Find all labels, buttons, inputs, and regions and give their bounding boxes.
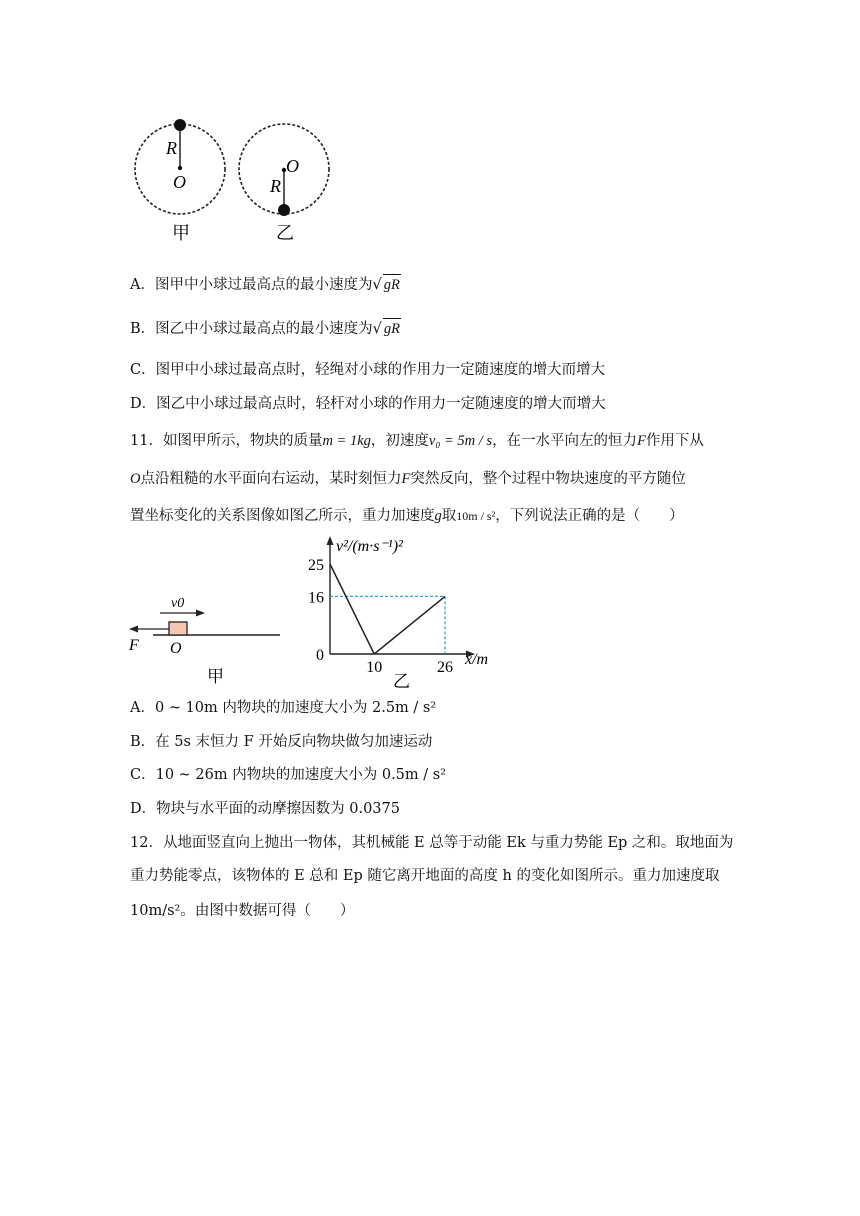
q11-text: 取 (441, 508, 457, 524)
caption-yi: 乙 (276, 223, 294, 243)
sqrt-expression: √ gR (372, 274, 400, 295)
ball-bottom (278, 204, 290, 216)
sqrt-radicand: gR (383, 274, 401, 295)
gravity-symbol: g (434, 508, 442, 524)
y-tick-label: 16 (308, 589, 324, 607)
option-letter: C． (130, 362, 156, 378)
mass-value: m = 1kg (322, 433, 371, 449)
option-letter: B． (130, 321, 156, 337)
x-tick-label: 10 (366, 659, 383, 676)
q11-line-3 (130, 506, 684, 526)
block (169, 622, 187, 635)
x-tick-label: 26 (437, 659, 453, 676)
caption-yi: 乙 (393, 672, 410, 690)
caption-jia: 甲 (207, 667, 224, 686)
q11-text: ，在一水平向左的恒力 (492, 433, 638, 449)
option-text: 图乙中小球过最高点的最小速度为 (155, 321, 373, 337)
y-axis-arrow-icon (327, 536, 334, 545)
q11-text: 突然反向，整个过程中物块速度的平方随位 (410, 471, 686, 487)
option-text: 图乙中小球过最高点时，轻杆对小球的作用力一定随速度的增大而增大 (156, 396, 606, 412)
point-symbol: O (130, 471, 141, 487)
q11-option-a (130, 698, 436, 718)
q12-line-2 (130, 866, 719, 886)
ball-top (174, 119, 186, 131)
data-line-segment (330, 564, 374, 654)
option-letter: A． (130, 700, 155, 716)
radius-label-right: R (270, 176, 281, 196)
option-text: 图甲中小球过最高点时，轻绳对小球的作用力一定随速度的增大而增大 (155, 362, 606, 378)
option-letter: D． (130, 396, 157, 412)
q11-option-d (130, 799, 400, 819)
q12-text: 重力势能零点，该物体的 E 总和 Ep 随它离开地面的高度 h 的变化如图所示。重力加速度取 (130, 868, 720, 884)
option-text: 图甲中小球过最高点的最小速度为 (154, 277, 373, 293)
force-label: F (129, 637, 139, 654)
q12-line-3 (130, 901, 354, 921)
option-text: 0 ~ 10m 内物块的加速度大小为 2.5m / s² (154, 700, 437, 716)
force-symbol: F (637, 433, 646, 449)
gravity-value: 10m / s² (456, 509, 496, 523)
sqrt-expression: √ gR (373, 318, 401, 339)
q11-text: ，下列说法正确的是（ ） (495, 508, 684, 524)
q12-line-1 (130, 833, 733, 853)
option-c (130, 360, 605, 380)
q11-option-b (130, 732, 432, 752)
q11-text: 作用下从 (645, 433, 704, 449)
option-letter: B． (130, 734, 156, 750)
option-a (130, 274, 401, 295)
block-figure (125, 590, 290, 690)
y-tick-label: 0 (316, 647, 324, 664)
velocity-value: v₀ = 5m / s (428, 433, 493, 449)
q11-text: 点沿粗糙的水平面向右运动，某时刻恒力 (140, 471, 402, 487)
caption-jia: 甲 (172, 223, 190, 243)
data-line-segment (374, 596, 445, 654)
force-symbol: F (401, 471, 411, 487)
v2-x-chart (300, 530, 500, 690)
velocity-arrowhead (196, 610, 205, 617)
option-letter: D． (130, 801, 157, 817)
sqrt-radicand: gR (383, 318, 401, 339)
q12-text: 10m/s²。由图中数据可得（ ） (130, 903, 355, 919)
q11-text: 置坐标变化的关系图像如图乙所示，重力加速度 (130, 508, 435, 524)
radius-label-left: R (166, 138, 177, 158)
option-text: 物块与水平面的动摩擦因数为 0.0375 (156, 801, 400, 817)
q11-text: ，初速度 (370, 433, 429, 449)
option-b (130, 318, 401, 339)
x-axis-label: x/m (465, 651, 489, 668)
circular-motion-figure (125, 112, 340, 247)
center-point (178, 166, 182, 170)
q11-text: 11．如图甲所示，物块的质量 (130, 433, 323, 449)
option-text: 在 5s 末恒力 F 开始反向物块做匀加速运动 (155, 734, 433, 750)
option-text: 10 ~ 26m 内物块的加速度大小为 0.5m / s² (155, 767, 447, 783)
option-letter: C． (130, 767, 156, 783)
v0-label: v0 (171, 596, 185, 611)
origin-label: O (170, 640, 182, 657)
center-label-right: O (286, 156, 299, 176)
y-tick-label: 25 (308, 557, 324, 574)
force-arrowhead (129, 626, 138, 633)
y-axis-label: v²/(m·s⁻¹)² (336, 538, 403, 555)
q12-text: 12．从地面竖直向上抛出一物体，其机械能 E 总等于动能 Ek 与重力势能 Ep 之和。取地面为 (130, 835, 734, 851)
q11-line-2 (130, 469, 686, 489)
q11-option-c (130, 765, 446, 785)
option-letter: A． (130, 277, 155, 293)
option-d (130, 394, 606, 414)
q11-line-1 (130, 431, 704, 451)
center-label-left: O (173, 172, 186, 192)
